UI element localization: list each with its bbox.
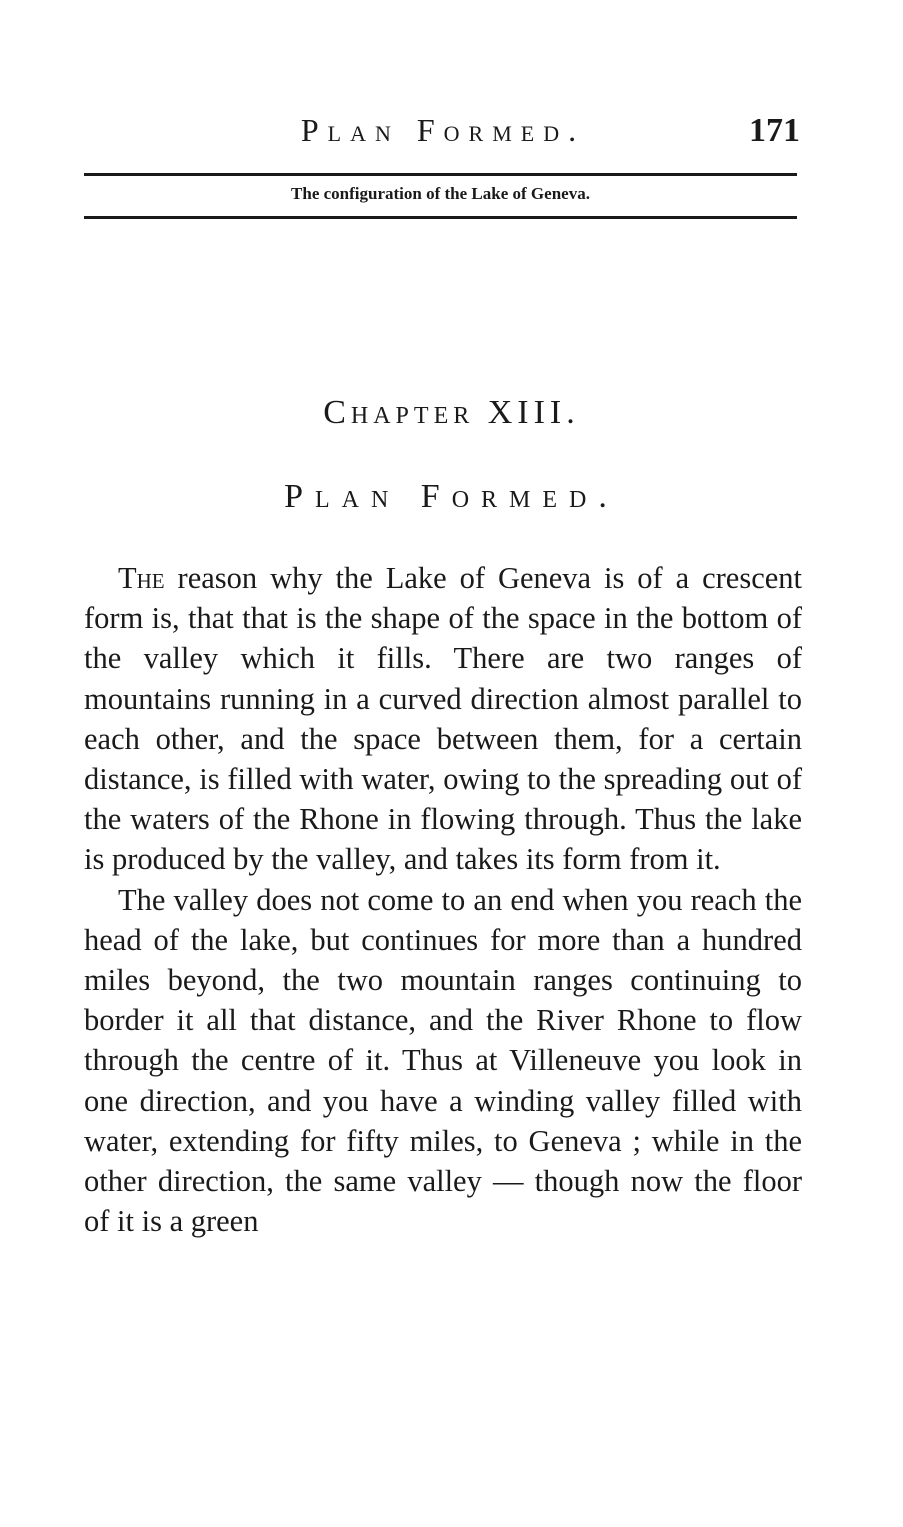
chapter-number: Chapter XIII.: [323, 394, 580, 431]
paragraph-1: [84, 558, 802, 880]
paragraph-2: [84, 880, 802, 1242]
body-text: [84, 558, 802, 1241]
page-summary: The configuration of the Lake of Geneva.: [291, 184, 590, 203]
page-number: 171: [749, 112, 800, 149]
running-title: Plan Formed.: [300, 112, 586, 148]
header-rule-top: [84, 173, 797, 176]
chapter-title: Plan Formed.: [284, 478, 619, 515]
paragraph-text: reason why the Lake of Geneva is of a crescent form is, that that is the shape of the space in the bottom of the valley which it fills. There are two ranges of mountains running in a curved direction almost parallel to each other, and the space between them, for a certain distance, is filled with water, owing to the spreading out of the waters of the Rhone in flowing through. Thus the lake is produced by the valley, and takes its form from it.: [84, 561, 802, 877]
paragraph-lead-word: The: [118, 561, 165, 595]
header-rule-bottom: [84, 216, 797, 219]
paragraph-text: The valley does not come to an end when you reach the head of the lake, but continues for more than a hundred miles beyond, the two mountain ranges continuing to border it all that distance, and the River Rhone to flow through the centre of it. Thus at Villeneuve you look in one direction, and you have a winding valley filled with water, extending for fifty miles, to Geneva ; while in the other direction, the same valley — though now the floor of it is a green: [84, 882, 802, 1239]
running-head: [84, 112, 802, 160]
